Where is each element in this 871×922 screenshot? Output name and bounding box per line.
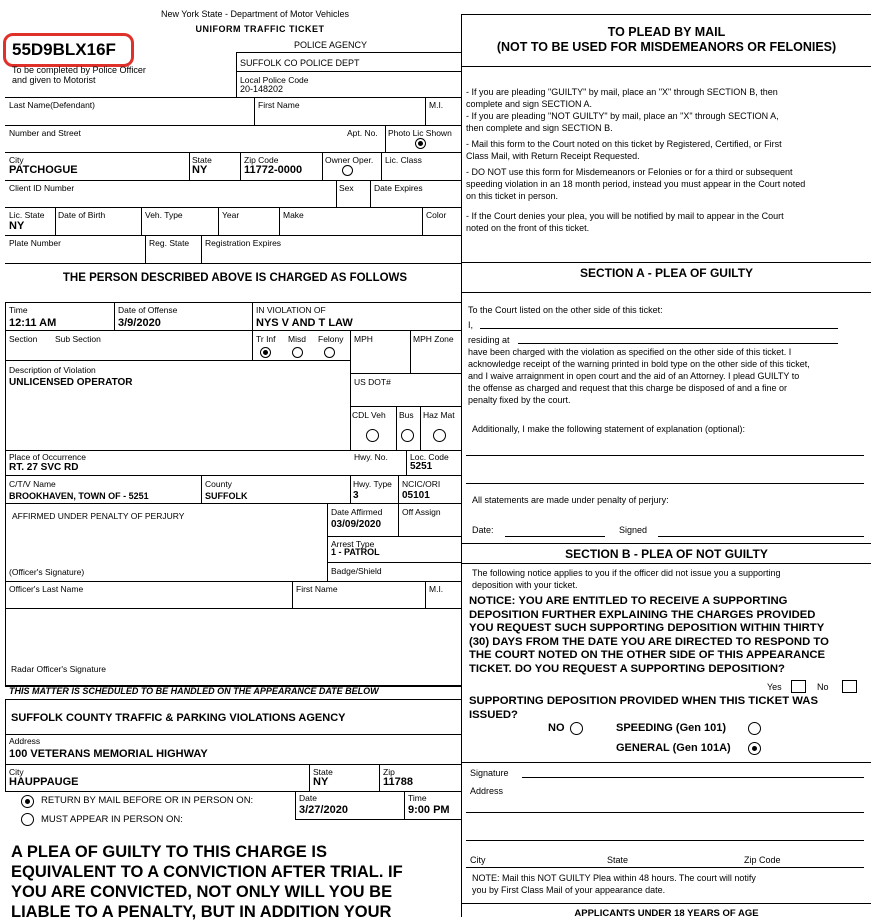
- date-of-offense-value: 3/9/2020: [118, 317, 161, 329]
- appearance-date-label: Date: [299, 793, 317, 803]
- mail-instructions: [466, 86, 805, 234]
- make-label: Make: [283, 210, 304, 220]
- misd-radio[interactable]: [292, 347, 303, 358]
- city-value: PATCHOGUE: [9, 164, 78, 176]
- provided-question: [469, 695, 818, 722]
- scheduled-text: THIS MATTER IS SCHEDULED TO BE HANDLED ON THE APPEARANCE DATE BELOW: [9, 686, 379, 696]
- court-state-value: NY: [313, 776, 329, 788]
- section-b-address-line[interactable]: [466, 840, 864, 841]
- cdl-label: CDL Veh: [352, 410, 386, 420]
- affirmed-text: AFFIRMED UNDER PENALTY OF PERJURY: [12, 511, 185, 521]
- police-agency-label: POLICE AGENCY: [294, 40, 368, 50]
- speeding-label: SPEEDING (Gen 101): [616, 722, 727, 734]
- instruction-line: - DO NOT use this form for Misdemeanors or Felonies or for a third or subsequent: [466, 167, 793, 177]
- section-a-to-court: To the Court listed on the other side of this ticket:: [468, 305, 663, 315]
- court-zip-value: 11788: [383, 776, 413, 788]
- section-b-notice: [472, 567, 781, 591]
- section-a-date-label: Date:: [472, 525, 494, 535]
- court-address-value: 100 VETERANS MEMORIAL HIGHWAY: [9, 748, 208, 760]
- notice-bold-line: THE COURT NOTED ON THE OTHER SIDE OF THIS APPEARANCE: [469, 649, 826, 661]
- appearance-date-value: 3/27/2020: [299, 804, 348, 816]
- must-appear-label: MUST APPEAR IN PERSON ON:: [41, 814, 183, 825]
- police-agency-value: SUFFOLK CO POLICE DEPT: [240, 58, 360, 68]
- instruction-line: complete and sign SECTION A.: [466, 99, 593, 109]
- column-divider: [461, 14, 462, 917]
- body-line: penalty fixed by the court.: [468, 395, 571, 405]
- officer-first-name-label: First Name: [296, 584, 338, 594]
- section-label: Section: [9, 334, 38, 344]
- instruction-line: on this ticket in person.: [466, 191, 559, 201]
- deposition-no-radio[interactable]: [570, 722, 583, 735]
- tr-inf-radio[interactable]: [260, 347, 271, 358]
- hazmat-radio[interactable]: [433, 429, 446, 442]
- date-of-offense-label: Date of Offense: [118, 305, 178, 315]
- arrest-type-label: Arrest Type: [331, 539, 375, 549]
- violation-value: NYS V AND T LAW: [256, 317, 353, 329]
- arrest-type-value: 1 - PATROL: [331, 547, 380, 557]
- title-line: TO PLEAD BY MAIL: [607, 25, 726, 39]
- court-zip-label: Zip: [383, 767, 395, 777]
- instruction-line: speeding violation in an 18 month period, instead you must appear in the Court noted: [466, 179, 806, 189]
- first-name-label: First Name: [258, 100, 300, 110]
- tr-inf-label: Tr Inf: [256, 334, 276, 344]
- mph-zone-label: MPH Zone: [413, 334, 454, 344]
- section-b-address-line[interactable]: [466, 812, 864, 813]
- name-line[interactable]: [480, 328, 838, 329]
- zip-label: Zip Code: [244, 155, 279, 165]
- warning-line: YOU ARE CONVICTED, NOT ONLY WILL YOU BE: [11, 883, 393, 901]
- explanation-line[interactable]: [466, 455, 864, 456]
- place-label: Place of Occurrence: [9, 452, 87, 462]
- client-id-label: Client ID Number: [9, 183, 75, 193]
- given-to-note: and given to Motorist: [12, 75, 96, 85]
- completed-by-note: To be completed by Police Officer: [12, 65, 146, 75]
- misd-label: Misd: [288, 334, 306, 344]
- hwy-no-label: Hwy. No.: [354, 452, 388, 462]
- deposition-no-label: NO: [548, 722, 565, 734]
- explanation-line[interactable]: [466, 483, 864, 484]
- apt-label: Apt. No.: [347, 128, 378, 138]
- guilty-plea-warning: [11, 842, 403, 922]
- speeding-radio[interactable]: [748, 722, 761, 735]
- charged-heading: THE PERSON DESCRIBED ABOVE IS CHARGED AS FOLLOWS: [62, 272, 408, 284]
- local-police-code-value: 20-148202: [240, 84, 284, 94]
- hwy-type-label: Hwy. Type: [353, 479, 392, 489]
- subsection-label: Sub Section: [55, 334, 101, 344]
- warning-line: LIABLE TO A PENALTY, BUT IN ADDITION YOUR: [11, 903, 392, 921]
- photo-lic-label: Photo Lic Shown: [388, 128, 452, 138]
- owner-oper-label: Owner Oper.: [325, 155, 374, 165]
- dob-label: Date of Birth: [58, 210, 106, 220]
- note-line: you by First Class Mail of your appearance date.: [472, 885, 666, 895]
- instruction-line: Class Mail, with Return Receipt Requested.: [466, 151, 640, 161]
- hwy-type-value: 3: [353, 490, 359, 501]
- return-by-mail-radio[interactable]: [21, 795, 34, 808]
- plate-label: Plate Number: [9, 238, 61, 248]
- general-radio[interactable]: [748, 742, 761, 755]
- year-label: Year: [222, 210, 240, 220]
- section-a-title: SECTION A - PLEA OF GUILTY: [579, 266, 754, 280]
- date-affirmed-label: Date Affirmed: [331, 507, 383, 517]
- section-b-zip-label: Zip Code: [744, 855, 781, 865]
- description-label: Description of Violation: [9, 365, 96, 375]
- notice-line: The following notice applies to you if the officer did not issue you a supporting: [472, 568, 781, 578]
- section-b-state-label: State: [607, 855, 629, 865]
- place-value: RT. 27 SVC RD: [9, 462, 79, 473]
- notice-bold-line: TICKET. DO YOU REQUEST A SUPPORTING DEPOSITION?: [469, 662, 785, 675]
- title-line: (NOT TO BE USED FOR MISDEMEANORS OR FELONIES): [496, 40, 837, 54]
- state-value: NY: [192, 164, 208, 176]
- officer-signature-label: (Officer's Signature): [9, 567, 85, 577]
- perjury-text: All statements are made under penalty of perjury:: [472, 495, 669, 505]
- notice-line: deposition with your ticket.: [472, 580, 578, 590]
- officer-last-name-label: Officer's Last Name: [9, 584, 84, 594]
- section-b-city-label: City: [470, 855, 486, 865]
- notice-bold-line: NOTICE: YOU ARE ENTITLED TO RECEIVE A SUPPORTING: [469, 595, 788, 607]
- yes-label: Yes: [767, 682, 782, 692]
- date-expires-label: Date Expires: [374, 183, 423, 193]
- instruction-line: noted on the front of this ticket.: [466, 223, 590, 233]
- court-state-label: State: [313, 767, 333, 777]
- lic-class-label: Lic. Class: [385, 155, 422, 165]
- county-label: County: [205, 479, 232, 489]
- color-label: Color: [426, 210, 447, 220]
- loc-code-label: Loc. Code: [410, 452, 449, 462]
- applicants-heading: APPLICANTS UNDER 18 YEARS OF AGE: [574, 908, 759, 919]
- mi-label: M.I.: [429, 100, 444, 110]
- zip-value: 11772-0000: [244, 164, 303, 176]
- instruction-line: - If you are pleading "GUILTY" by mail, place an "X" through SECTION B, then: [466, 87, 778, 97]
- additionally-text: Additionally, I make the following statement of explanation (optional):: [472, 424, 745, 434]
- veh-type-label: Veh. Type: [145, 210, 183, 220]
- reg-state-label: Reg. State: [149, 238, 190, 248]
- warning-line: EQUIVALENT TO A CONVICTION AFTER TRIAL. IF: [11, 863, 403, 881]
- time-value: 12:11 AM: [9, 317, 57, 329]
- mail-plea-title: [462, 25, 871, 55]
- state-label: State: [192, 155, 212, 165]
- reg-expires-label: Registration Expires: [205, 238, 282, 248]
- ctv-label: C/T/V Name: [9, 479, 56, 489]
- no-checkbox[interactable]: [842, 680, 857, 693]
- form-title: UNIFORM TRAFFIC TICKET: [195, 24, 325, 34]
- street-label: Number and Street: [9, 128, 81, 138]
- lic-state-value: NY: [9, 220, 25, 232]
- bus-label: Bus: [399, 410, 414, 420]
- section-b-signature-label: Signature: [470, 768, 509, 778]
- ticket-number: 55D9BLX16F: [12, 40, 116, 59]
- signature-line[interactable]: [658, 536, 864, 537]
- date-affirmed-value: 03/09/2020: [331, 519, 382, 530]
- body-line: acknowledge receipt of the warning printed in bold type on the other side of this ticket,: [468, 359, 810, 369]
- instruction-line: then complete and sign SECTION B.: [466, 123, 613, 133]
- appearance-time-value: 9:00 PM: [408, 804, 450, 816]
- owner-oper-radio[interactable]: [342, 165, 353, 176]
- no-label: No: [817, 682, 829, 692]
- question-line: ISSUED?: [469, 708, 518, 721]
- instruction-line: - If the Court denies your plea, you will be notified by mail to appear in the Court: [466, 211, 784, 221]
- notice-bold-line: YOU REQUEST SUCH SUPPORTING DEPOSITION WITHIN THIRTY: [469, 622, 825, 634]
- section-a-i-label: I,: [468, 320, 474, 330]
- felony-radio[interactable]: [324, 347, 335, 358]
- section-b-title: SECTION B - PLEA OF NOT GUILTY: [565, 547, 768, 561]
- yes-checkbox[interactable]: [791, 680, 806, 693]
- court-city-label: City: [9, 767, 24, 777]
- body-line: the offense as charged and request that this charge be disposed of and a fine or: [468, 383, 788, 393]
- signed-label: Signed: [619, 525, 648, 535]
- residing-line[interactable]: [518, 343, 838, 344]
- lic-state-label: Lic. State: [9, 210, 45, 220]
- warning-line: A PLEA OF GUILTY TO THIS CHARGE IS: [11, 843, 327, 861]
- question-line: SUPPORTING DEPOSITION PROVIDED WHEN THIS TICKET WAS: [469, 695, 818, 707]
- us-dot-label: US DOT#: [354, 377, 391, 387]
- instruction-line: - Mail this form to the Court noted on this ticket by Registered, Certified, or First: [466, 139, 782, 149]
- court-name: SUFFOLK COUNTY TRAFFIC & PARKING VIOLATIONS AGENCY: [11, 712, 346, 724]
- cdl-radio[interactable]: [366, 429, 379, 442]
- ncic-label: NCIC/ORI: [402, 479, 441, 489]
- felony-label: Felony: [318, 334, 344, 344]
- hazmat-label: Haz Mat: [423, 410, 455, 420]
- must-appear-radio[interactable]: [21, 813, 34, 826]
- section-a-body: [468, 346, 810, 406]
- notice-bold-line: (30) DAYS FROM THE DATE YOU ARE DIRECTED TO RESPOND TO: [469, 635, 829, 648]
- local-police-code-label: Local Police Code: [240, 75, 309, 85]
- violation-label: IN VIOLATION OF: [256, 305, 326, 315]
- time-label: Time: [9, 305, 28, 315]
- body-line: and I waive arraignment in open court and the aid of an Attorney. I plead GUILTY to: [468, 371, 800, 381]
- general-label: GENERAL (Gen 101A): [616, 742, 731, 754]
- residing-label: residing at: [468, 335, 510, 345]
- description-value: UNLICENSED OPERATOR: [9, 377, 133, 388]
- court-address-label: Address: [9, 736, 41, 746]
- ctv-value: BROOKHAVEN, TOWN OF - 5251: [9, 491, 149, 501]
- section-b-address-label: Address: [470, 786, 504, 796]
- court-city-value: HAUPPAUGE: [9, 776, 79, 788]
- notice-bold-line: DEPOSITION FURTHER EXPLAINING THE CHARGES PROVIDED: [469, 608, 816, 621]
- deposition-notice: [469, 595, 829, 676]
- sex-label: Sex: [339, 183, 354, 193]
- city-label: City: [9, 155, 24, 165]
- note-line: NOTE: Mail this NOT GUILTY Plea within 48 hours. The court will notify: [472, 873, 756, 883]
- instruction-line: - If you are pleading "NOT GUILTY" by mail, place an "X" through SECTION A,: [466, 111, 779, 121]
- badge-label: Badge/Shield: [331, 566, 382, 576]
- ncic-value: 05101: [402, 490, 430, 501]
- body-line: have been charged with the violation as specified on the other side of this ticket. I: [468, 347, 792, 357]
- county-value: SUFFOLK: [205, 491, 248, 501]
- mail-note: [472, 872, 756, 896]
- date-line[interactable]: [505, 536, 605, 537]
- officer-mi-label: M.I.: [429, 584, 444, 594]
- mph-label: MPH: [354, 334, 373, 344]
- last-name-label: Last Name(Defendant): [9, 100, 95, 110]
- bus-radio[interactable]: [401, 429, 414, 442]
- loc-code-value: 5251: [410, 461, 433, 472]
- agency-line: New York State - Department of Motor Vehicles: [160, 9, 350, 19]
- return-by-mail-label: RETURN BY MAIL BEFORE OR IN PERSON ON:: [41, 795, 254, 806]
- radar-signature-label: Radar Officer's Signature: [11, 664, 107, 674]
- photo-lic-radio[interactable]: [415, 138, 426, 149]
- appearance-time-label: Time: [408, 793, 427, 803]
- off-assign-label: Off Assign: [402, 507, 441, 517]
- section-b-signature-line[interactable]: [522, 777, 864, 778]
- city-state-zip-line[interactable]: [466, 867, 864, 868]
